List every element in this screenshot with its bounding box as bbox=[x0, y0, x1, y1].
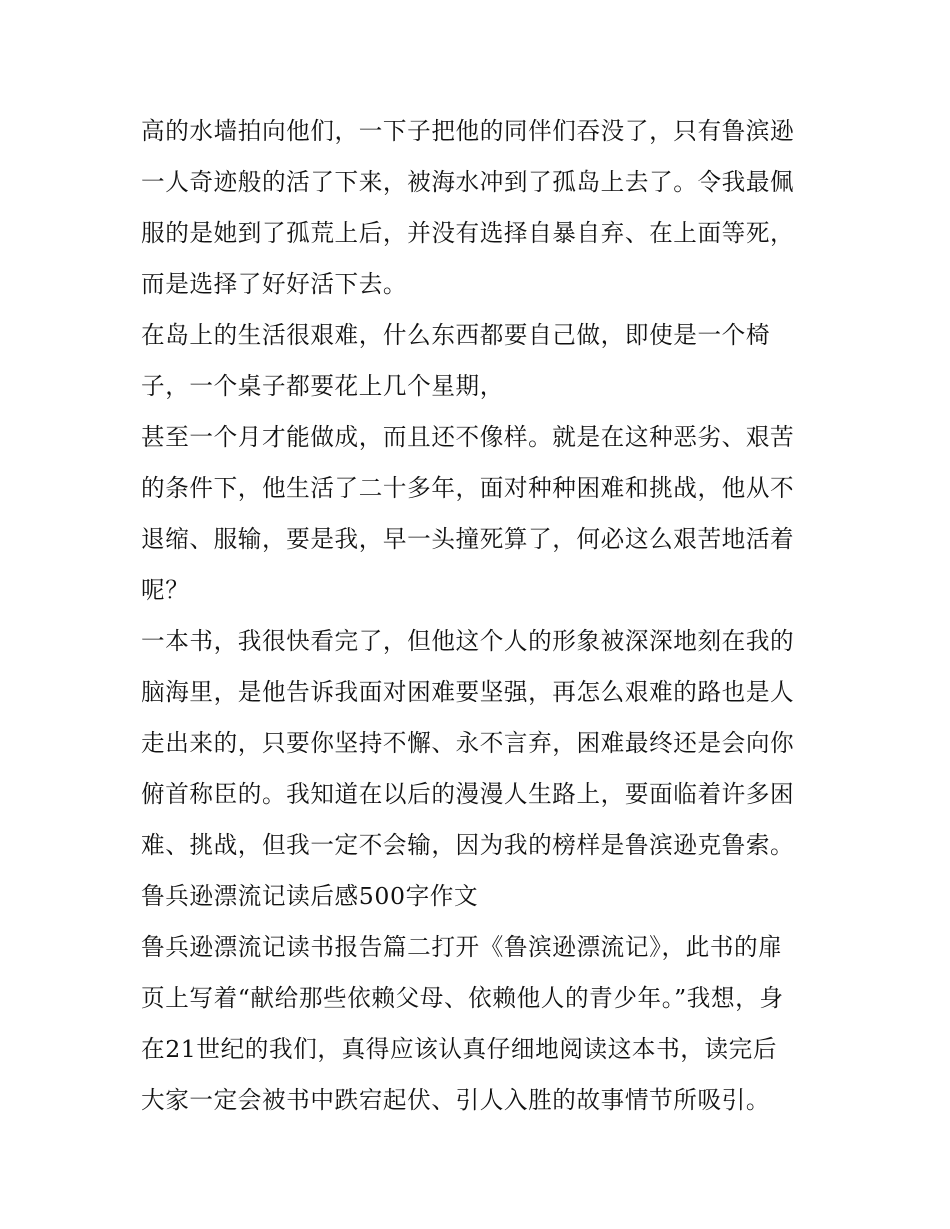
text-line-14: 俯首称臣的。我知道在以后的漫漫人生路上，要面临着许多困 bbox=[141, 780, 795, 808]
text-line-10: 呢？ bbox=[141, 576, 190, 604]
text-line-7: 甚至一个月才能做成，而且还不像样。就是在这种恶劣、艰苦 bbox=[141, 423, 795, 451]
text-line-5: 在岛上的生活很艰难，什么东西都要自己做，即使是一个椅 bbox=[141, 321, 771, 349]
text-line-18: 页上写着“献给那些依赖父母、依赖他人的青少年。”我想，身 bbox=[141, 984, 784, 1012]
text-line-1: 高的水墙拍向他们，一下子把他的同伴们吞没了，只有鲁滨逊 bbox=[141, 117, 795, 145]
text-line-12: 脑海里，是他告诉我面对困难要坚强，再怎么艰难的路也是人 bbox=[141, 678, 795, 706]
text-line-9: 退缩、服输，要是我，早一头撞死算了，何必这么艰苦地活着 bbox=[141, 525, 795, 553]
text-line-20: 大家一定会被书中跌宕起伏、引人入胜的故事情节所吸引。 bbox=[141, 1086, 771, 1114]
section-heading: 鲁兵逊漂流记读后感500字作文 bbox=[141, 882, 479, 910]
text-line-3: 服的是她到了孤荒上后，并没有选择自暴自弃、在上面等死， bbox=[141, 219, 795, 247]
text-line-6: 子，一个桌子都要花上几个星期， bbox=[141, 372, 504, 400]
body-text bbox=[141, 106, 821, 1126]
text-line-11: 一本书，我很快看完了，但他这个人的形象被深深地刻在我的 bbox=[141, 627, 795, 655]
text-line-2: 一人奇迹般的活了下来，被海水冲到了孤岛上去了。令我最佩 bbox=[141, 168, 795, 196]
text-line-8: 的条件下，他生活了二十多年，面对种种困难和挑战，他从不 bbox=[141, 474, 795, 502]
text-line-15: 难、挑战，但我一定不会输，因为我的榜样是鲁滨逊克鲁索。 bbox=[141, 831, 795, 859]
text-line-4: 而是选择了好好活下去。 bbox=[141, 270, 408, 298]
text-line-17: 鲁兵逊漂流记读书报告篇二打开《鲁滨逊漂流记》，此书的扉 bbox=[141, 933, 783, 961]
text-line-19: 在21世纪的我们，真得应该认真仔细地阅读这本书，读完后 bbox=[141, 1035, 778, 1063]
text-line-13: 走出来的，只要你坚持不懈、永不言弃，困难最终还是会向你 bbox=[141, 729, 795, 757]
